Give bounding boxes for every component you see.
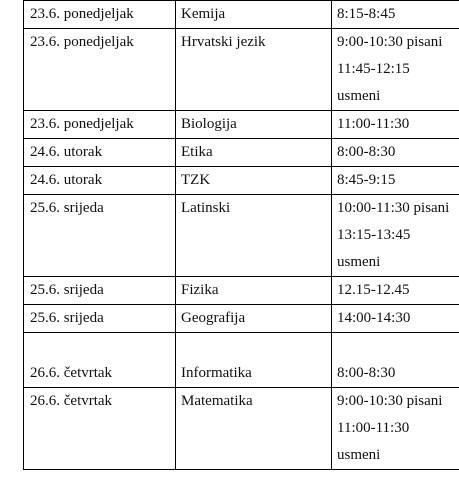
time-cell — [332, 139, 459, 167]
date-cell: 25.6. srijeda — [24, 277, 176, 305]
time-cell — [332, 29, 459, 111]
time-cell — [332, 1, 459, 29]
date-cell: 24.6. utorak — [24, 139, 176, 167]
table-row — [24, 305, 459, 333]
date-cell: 24.6. utorak — [24, 167, 176, 195]
date-cell: 23.6. ponedjeljak — [24, 29, 176, 111]
table-row — [24, 195, 459, 277]
table-row — [24, 167, 459, 195]
table-row — [24, 388, 459, 470]
exam-schedule-table — [23, 0, 459, 470]
time-line: 11:00-11:30 — [337, 116, 410, 132]
subject-cell: Fizika — [176, 277, 332, 305]
date-cell: 23.6. ponedjeljak — [24, 1, 176, 29]
subject-cell: TZK — [176, 167, 332, 195]
time-cell — [332, 388, 459, 470]
table-row — [24, 277, 459, 305]
date-cell: 25.6. srijeda — [24, 195, 176, 277]
time-line: usmeni — [337, 254, 381, 270]
time-line: usmeni — [337, 447, 381, 463]
table-row — [24, 333, 459, 388]
time-line: 12.15-12.45 — [337, 282, 410, 298]
time-line: 11:00-11:30 — [337, 420, 410, 436]
time-cell — [332, 111, 459, 139]
time-cell — [332, 167, 459, 195]
subject-cell: Informatika — [176, 333, 332, 388]
time-cell — [332, 195, 459, 277]
subject-cell: Biologija — [176, 111, 332, 139]
date-cell: 25.6. srijeda — [24, 305, 176, 333]
table-row — [24, 1, 459, 29]
subject-cell: Hrvatski jezik — [176, 29, 332, 111]
subject-cell: Etika — [176, 139, 332, 167]
date-cell: 26.6. četvrtak — [24, 333, 176, 388]
time-line: 8:00-8:30 — [337, 144, 396, 160]
subject-cell: Latinski — [176, 195, 332, 277]
date-cell: 26.6. četvrtak — [24, 388, 176, 470]
table-row — [24, 139, 459, 167]
time-cell — [332, 333, 459, 388]
time-line: 14:00-14:30 — [337, 310, 411, 326]
time-line: 8:45-9:15 — [337, 172, 396, 188]
subject-cell: Geografija — [176, 305, 332, 333]
table-row — [24, 29, 459, 111]
date-cell: 23.6. ponedjeljak — [24, 111, 176, 139]
table-row — [24, 111, 459, 139]
time-line: usmeni — [337, 88, 381, 104]
time-cell — [332, 277, 459, 305]
subject-cell: Kemija — [176, 1, 332, 29]
time-cell — [332, 305, 459, 333]
time-line: 9:00-10:30 pisani — [337, 34, 443, 50]
time-line: 9:00-10:30 pisani — [337, 393, 443, 409]
time-line: 13:15-13:45 — [337, 227, 411, 243]
time-line: 10:00-11:30 pisani — [337, 200, 450, 216]
time-line: 11:45-12:15 — [337, 61, 410, 77]
subject-cell: Matematika — [176, 388, 332, 470]
time-line: 8:15-8:45 — [337, 6, 396, 22]
time-line: 8:00-8:30 — [337, 365, 396, 381]
